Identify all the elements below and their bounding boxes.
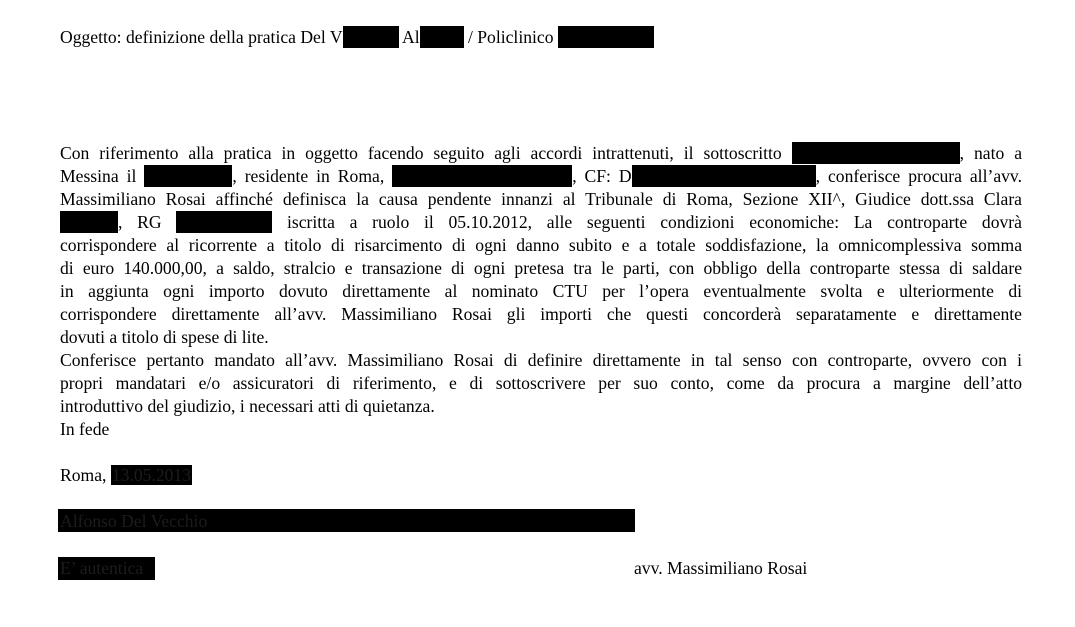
- subject-line: [60, 26, 654, 49]
- body-text: Messina il: [60, 166, 137, 186]
- body-text: iscritta a ruolo il 05.10.2012, alle seguenti condizioni economiche: La controparte dovrà: [287, 212, 1022, 232]
- body-line-6: di euro 140.000,00, a saldo, stralcio e transazione di ogni pretesa tra le parti, con obbligo della controparte stessa di saldare: [60, 258, 1022, 278]
- redaction-box: [420, 26, 464, 48]
- subject-middle: Al: [401, 27, 420, 47]
- redaction-box: [392, 165, 572, 187]
- redaction-box: [343, 26, 399, 48]
- signer-name: Alfonso Del Vecchio: [60, 511, 208, 531]
- closing-in-fede: In fede: [60, 419, 110, 439]
- redaction-box: [558, 26, 654, 48]
- redaction-box: [792, 142, 960, 164]
- body-line-1: [60, 142, 1022, 165]
- redaction-box: [632, 165, 816, 187]
- place-label: Roma,: [60, 465, 107, 485]
- body-text: , residente in Roma,: [232, 166, 385, 186]
- body-line-7: in aggiunta ogni importo dovuto direttamente al nominato CTU per l’opera eventualmente svolta e ulteriormente di: [60, 281, 1022, 301]
- body-line-12: introduttivo del giudizio, i necessari atti di quietanza.: [60, 396, 435, 416]
- body-line-8: corrispondere direttamente all’avv. Massimiliano Rosai gli importi che questi concorderà separatamente e direttamente: [60, 304, 1022, 324]
- body-text: , nato a: [959, 143, 1022, 163]
- body-line-10: Conferisce pertanto mandato all’avv. Massimiliano Rosai di definire direttamente in tal senso con controparte, ovvero con i: [60, 350, 1022, 370]
- subject-suffix: / Policlinico: [463, 27, 558, 47]
- place-date-line: [60, 464, 192, 487]
- redaction-box: [144, 165, 232, 187]
- body-text: Con riferimento alla pratica in oggetto facendo seguito agli accordi intrattenuti, il sottoscritto: [60, 143, 782, 163]
- body-text: , CF: D: [572, 166, 632, 186]
- body-text: , conferisce procura all’avv.: [815, 166, 1022, 186]
- body-line-3: Massimiliano Rosai affinché definisca la causa pendente innanzi al Tribunale di Roma, Sezione XII^, Giudice dott.ssa Clara: [60, 189, 1022, 209]
- body-line-11: propri mandatari e/o assicuratori di riferimento, e di sottoscrivere per suo conto, come da procura a margine dell’atto: [60, 373, 1022, 393]
- body-line-9: dovuti a titolo di spese di lite.: [60, 327, 269, 347]
- subject-prefix: Oggetto: definizione della pratica Del V: [60, 27, 343, 47]
- redaction-box: [60, 211, 118, 233]
- body-text: , RG: [118, 212, 162, 232]
- redaction-box: [176, 211, 272, 233]
- authentic-label: E’ autentica: [60, 558, 144, 578]
- body-line-2: [60, 165, 1022, 188]
- body-line-4: [60, 211, 1022, 234]
- date-highlighted: 13.05.2013: [111, 465, 192, 485]
- lawyer-signature-label: avv. Massimiliano Rosai: [634, 558, 808, 578]
- body-line-5: corrispondere al ricorrente a titolo di risarcimento di ogni danno subito e a totale soddisfazione, la omnicomplessiva somma: [60, 235, 1022, 255]
